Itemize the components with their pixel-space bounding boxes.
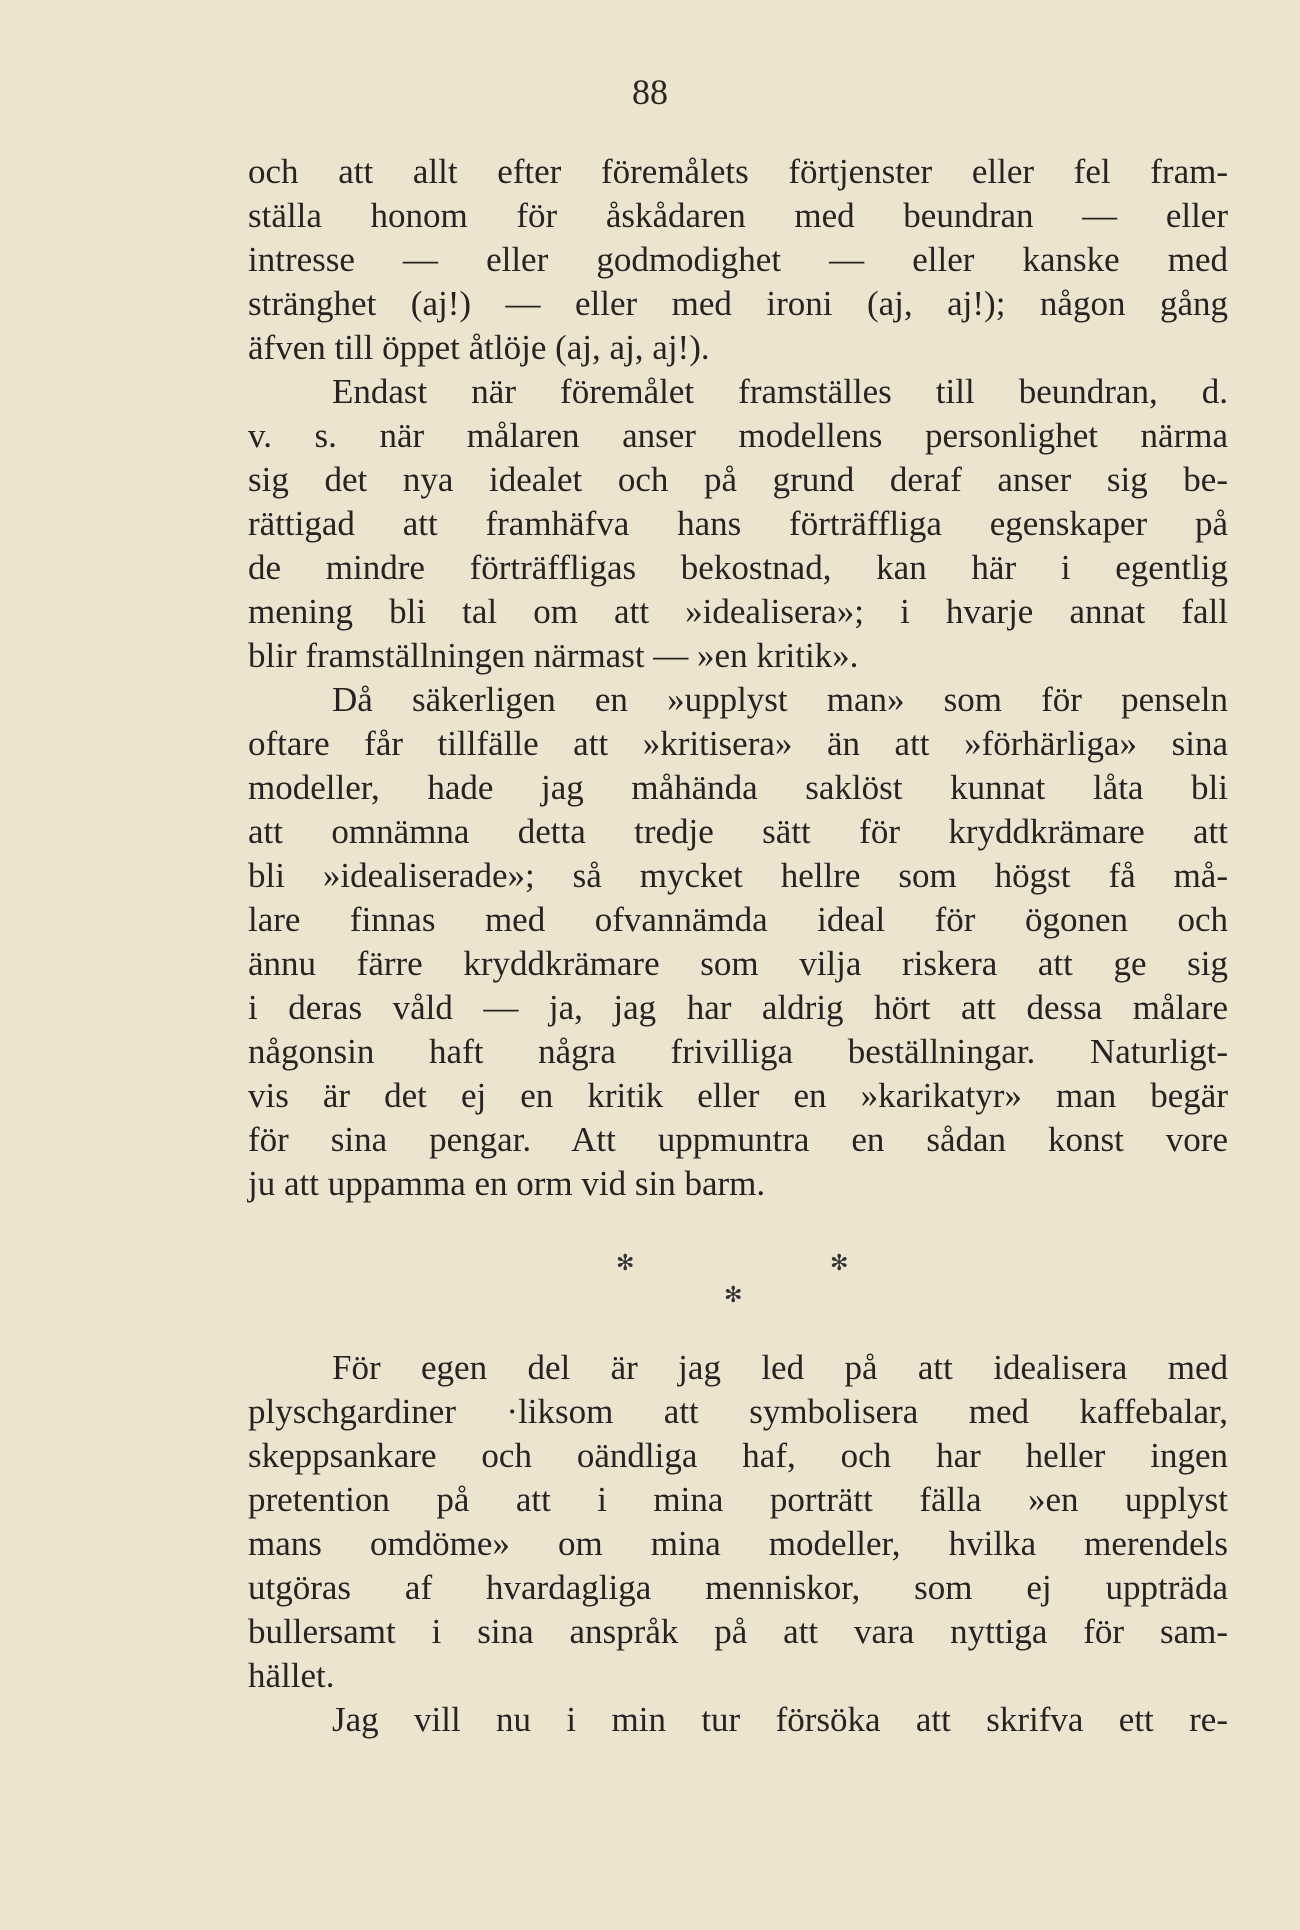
text-line: sig det nya idealet och på grund deraf anser sig be- [248,460,1228,499]
text-line: modeller, hade jag måhända saklöst kunnat låta bli [248,768,1228,807]
text-line: oftare får tillfälle att »kritisera» än att »förhärliga» sina [248,724,1228,763]
text-line: hället. [248,1656,335,1695]
text-line: bullersamt i sina anspråk på att vara nyttiga för sam- [248,1612,1228,1651]
text-line: i deras våld — ja, jag har aldrig hört att dessa målare [248,988,1228,1027]
text-line: ännu färre kryddkrämare som vilja riskera att ge sig [248,944,1228,983]
text-line: Jag vill nu i min tur försöka att skrifva ett re- [332,1700,1228,1739]
text-line: för sina pengar. Att uppmuntra en sådan konst vore [248,1120,1228,1159]
asterisk-icon: ✻ [830,1250,849,1275]
text-line: plyschgardiner ·liksom att symbolisera med kaffebalar, [248,1392,1228,1431]
asterisk-icon: ✻ [616,1250,635,1275]
text-line: utgöras af hvardagliga menniskor, som ej uppträda [248,1568,1228,1607]
text-line: ju att uppamma en orm vid sin barm. [248,1164,766,1203]
text-block-top [248,150,1228,1206]
text-line: lare finnas med ofvannämda ideal för ögonen och [248,900,1228,939]
asterisk-icon: ✻ [724,1282,743,1307]
text-line: intresse — eller godmodighet — eller kanske med [248,240,1228,279]
text-line: någonsin haft några frivilliga beställningar. Naturligt- [248,1032,1228,1071]
text-line: mening bli tal om att »idealisera»; i hvarje annat fall [248,592,1228,631]
text-line: v. s. när målaren anser modellens personlighet närma [248,416,1228,455]
text-line: För egen del är jag led på att idealisera med [332,1348,1228,1387]
text-block-bottom [248,1346,1228,1742]
page-number: 88 [632,72,668,112]
text-line: Endast när föremålet framställes till beundran, d. [332,372,1228,411]
text-line: och att allt efter föremålets förtjenster eller fel fram- [248,152,1228,191]
asterism-separator [600,1252,860,1332]
text-line: ställa honom för åskådaren med beundran — eller [248,196,1228,235]
text-line: Då säkerligen en »upplyst man» som för penseln [332,680,1228,719]
text-line: att omnämna detta tredje sätt för kryddkrämare att [248,812,1228,851]
text-line: bli »idealiserade»; så mycket hellre som högst få må- [248,856,1228,895]
text-line: blir framställningen närmast — »en kritik». [248,636,859,675]
text-line: pretention på att i mina porträtt fälla »en upplyst [248,1480,1228,1519]
text-line: de mindre förträffligas bekostnad, kan här i egentlig [248,548,1228,587]
text-line: äfven till öppet åtlöje (aj, aj, aj!). [248,328,710,367]
text-line: stränghet (aj!) — eller med ironi (aj, aj!); någon gång [248,284,1228,323]
text-line: skeppsankare och oändliga haf, och har heller ingen [248,1436,1228,1475]
text-line: vis är det ej en kritik eller en »karikatyr» man begär [248,1076,1228,1115]
text-line: rättigad att framhäfva hans förträffliga egenskaper på [248,504,1228,543]
text-line: mans omdöme» om mina modeller, hvilka merendels [248,1524,1228,1563]
